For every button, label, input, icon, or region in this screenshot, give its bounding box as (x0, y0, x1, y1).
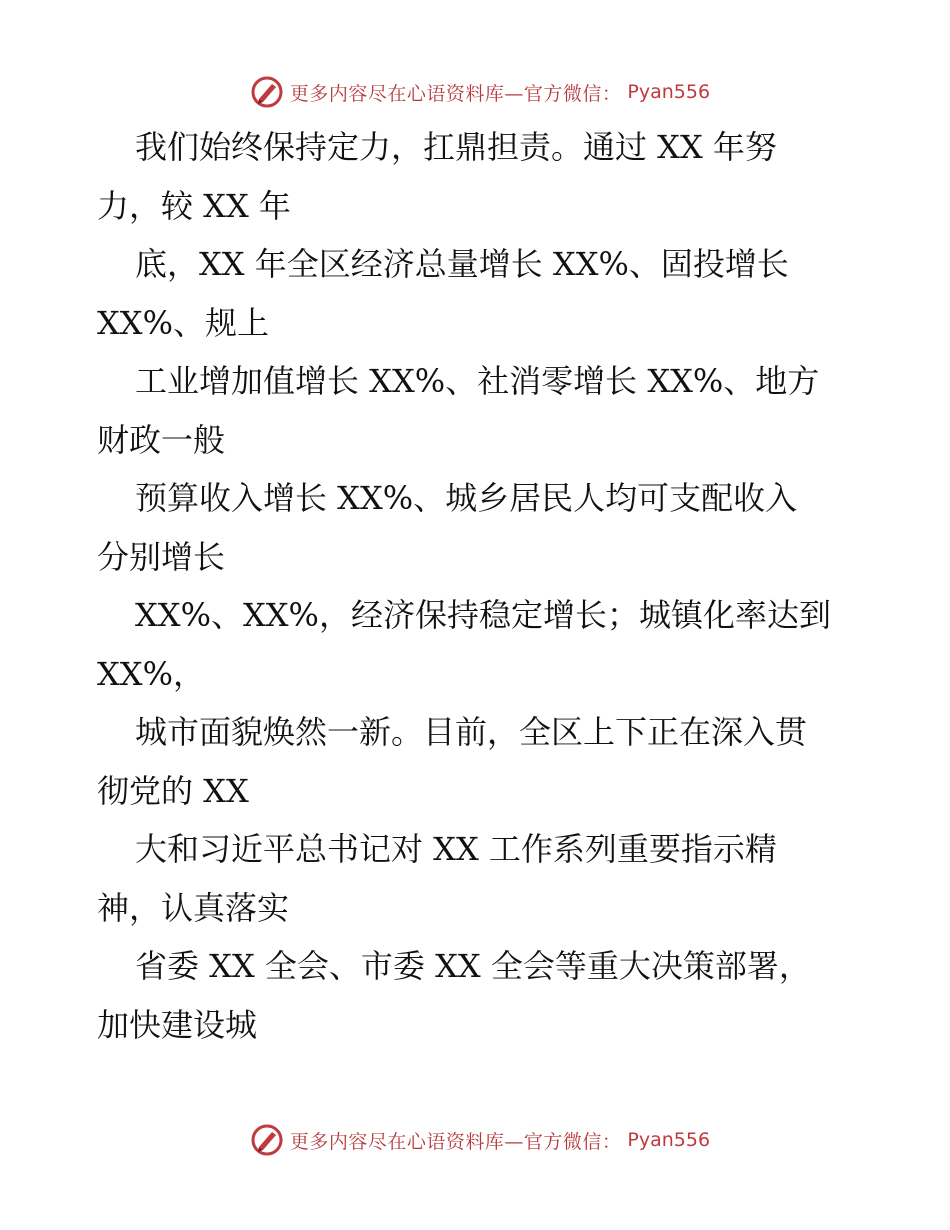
text-line: XX%、XX%，经济保持稳定增长；城镇化率达到 (135, 596, 831, 634)
header-banner-text: 更多内容尽在心语资料库—官方微信： (289, 82, 622, 105)
header-wechat-id: Pyan556 (627, 81, 711, 103)
text-line: XX%、规上 (97, 303, 269, 342)
text-line: 财政一般 (97, 420, 226, 459)
text-line: 城市面貌焕然一新。目前，全区上下正在深入贯 (135, 713, 808, 751)
text-line: 分别增长 (97, 537, 226, 576)
document-body (97, 118, 857, 1054)
text-line: 预算收入增长 XX%、城乡居民人均可支配收入 (135, 479, 798, 517)
text-line: 加快建设城 (97, 1005, 258, 1044)
text-line: 神，认真落实 (97, 888, 290, 927)
footer-banner-text: 更多内容尽在心语资料库—官方微信： (289, 1130, 622, 1153)
header-banner-content (250, 75, 710, 109)
footer-banner (0, 1120, 950, 1160)
footer-banner-content (250, 1123, 710, 1157)
text-line: 我们始终保持定力，扛鼎担责。通过 XX 年努 (135, 128, 777, 166)
pen-logo-icon (250, 1123, 284, 1157)
text-line: 力，较 XX 年 (97, 186, 291, 225)
pen-logo-icon (250, 75, 284, 109)
text-line: 省委 XX 全会、市委 XX 全会等重大决策部署， (135, 947, 811, 985)
text-line: 工业增加值增长 XX%、社消零增长 XX%、地方 (135, 362, 820, 400)
text-line: 底，XX 年全区经济总量增长 XX%、固投增长 (135, 245, 789, 283)
text-line: 彻党的 XX (97, 771, 249, 810)
footer-wechat-id: Pyan556 (627, 1129, 711, 1151)
text-line: 大和习近平总书记对 XX 工作系列重要指示精 (135, 830, 777, 868)
text-line: XX%， (97, 654, 205, 693)
header-banner (0, 72, 950, 112)
